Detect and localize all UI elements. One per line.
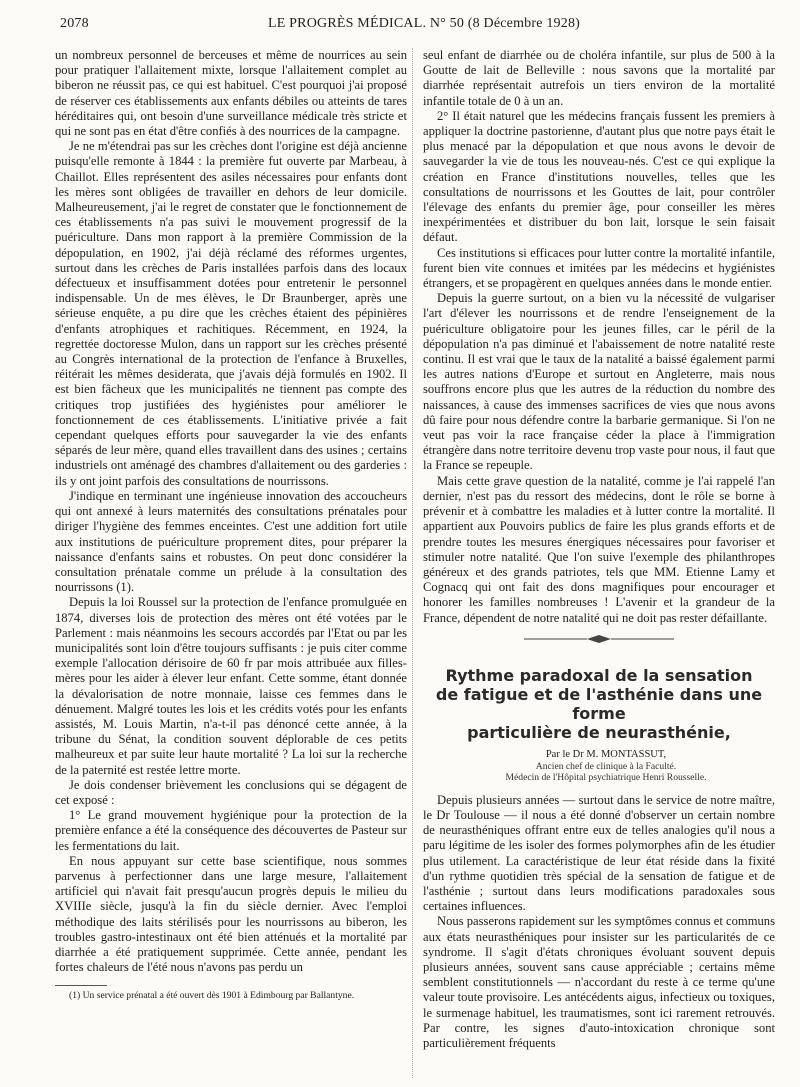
paragraph: Je ne m'étendrai pas sur les crèches dont l'origine est déjà ancienne puisqu'elle remonte à 1844 : la première fut ouverte par Marbeau, à Chaillot. Elles représentent des asiles nécessaires pour enfants dont les mères sont obligées de travailler en dehors de leur domicile. Malheureusement, j'ai le regret de constater que le fonctionnement de ces établissements n'a pas suivi le mouvement progressif de la puériculture. Dans mon rapport à la première Commission de la dépopulation, en 1902, j'ai déjà réclamé des réformes urgentes, surtout dans les crèches de Paris installées parfois dans des locaux défectueux et insuffisamment dotées pour entretenir le personnel indispensable. Un de mes élèves, le Dr Braunberger, après une sérieuse enquête, a pu dire que les crèches étaient des pépinières d'enfants atrophiques et rachitiques. Récemment, en 1924, la regrettée doctoresse Mulon, dans un rapport sur les crèches présenté au Congrès international de la protection de l'enfance à Bruxelles, réitérait les mêmes desiderata, que j'avais déjà formulés en 1902. Il est bien fâcheux que les municipalités ne tiennent pas compte des critiques trop justifiées des hygiénistes pour améliorer le fonctionnement de ces établissements. L'initiative privée a fait cependant quelques efforts pour sauvegarder la vie des enfants séparés de leur mère, quand elles travaillent dans des usines ; certains industriels ont aménagé des chambres d'allaitement ou des garderies : ils y ont joint parfois des consultations de nourrissons.	[55, 139, 407, 488]
article-title: Rythme paradoxal de la sensation de fatigue et de l'asthénie dans une forme particulière de neurasthénie,	[435, 665, 763, 742]
paragraph: Depuis la guerre surtout, on a bien vu la nécessité de vulgariser l'art d'élever les nourrissons et de rendre l'enseignement de la puériculture obligatoire pour les jeunes filles, car le péril de la dépopulation n'a pas diminué et l'abaissement de notre natalité reste continu. Il est vrai que le taux de la natalité a baissé également parmi les autres nations d'Europe et surtout en Angleterre, mais nous souffrons encore plus que les autres de la réduction du nombre des naissances, à cause des immenses sacrifices de vies que nous avons dû faire pour nous défendre contre la barbarie germanique. Si l'on ne veut pas voir la race française céder la place à l'immigration étrangère dans notre territoire devenu trop vaste pour nous, il faut que la France se repeuple.	[423, 291, 775, 473]
paragraph: un nombreux personnel de berceuses et même de nourrices au sein pour pratiquer l'allaitement mixte, lorsque l'allaitement complet au biberon ne réussit pas, ce qui est habituel. C'est pourquoi j'ai proposé de réserver ces établissements aux enfants débiles ou atteints de tares héréditaires qui, ont besoin d'une surveillance médicale très stricte et qui ne sont pas en état d'être confiés à des nourrices de la campagne.	[55, 48, 407, 139]
footnote: (1) Un service prénatal a été ouvert dès 1901 à Edimbourg par Ballantyne.	[69, 990, 355, 1002]
paragraph: Depuis la loi Roussel sur la protection de l'enfance promulguée en 1874, diverses lois de protection des mères ont été votées par le Parlement : mais néanmoins les secours accordés par l'Etat ou par les municipalités sont loin d'être toujours suffisants : je puis citer comme exemple l'allocation dérisoire de 60 fr par mois attribuée aux filles-mères pour les aider à élever leur enfant. Cette somme, étant donnée la dévalorisation de notre monnaie, laisse ces femmes dans le dénuement. Malgré toutes les lois et les crédits votés pour les enfants assistés, M. Louis Martin, n'a-t-il pas dénoncé cette année, à la tribune du Sénat, la condition souvent déplorable de ces petits malheureux et par suite leur haute mortalité ? La loi sur la recherche de la paternité est restée lettre morte.	[55, 595, 407, 777]
paragraph: seul enfant de diarrhée ou de choléra infantile, sur plus de 500 à la Goutte de lait de Belleville : nous savons que la mortalité par diarrhée représentait autrefois un tiers environ de la mortalité infantile totale de 0 à un an.	[423, 48, 775, 108]
author-affiliation: Ancien chef de clinique à la Faculté.	[535, 760, 677, 772]
paragraph: Nous passerons rapidement sur les symptômes connus et communs aux états neurasthéniques pour insister sur les particularités de ce syndrome. Il s'agit d'états chroniques évoluant souvent depuis plusieurs années, souvent sans cause appréciable ; certains même semblent constitutionnels — n'accordant du reste à ce terme qu'une valeur toute provisoire. Les antécédents aigus, infectieux ou toxiques, le surmenage habituel, les traumatismes, sont ici rarement retrouvés. Par contre, les signes d'auto-intoxication chronique sont particulièrement fréquents	[423, 914, 775, 1050]
journal-title: LE PROGRÈS MÉDICAL. N° 50 (8 Décembre 1928)	[267, 16, 581, 31]
paragraph: Mais cette grave question de la natalité, comme je l'ai rappelé l'an dernier, n'est pas du ressort des médecins, dont le rôle se borne à prévenir et à combattre les maladies et à lutter contre la mortalité. Il appartient aux Pouvoirs publics de faire les plus grands efforts et de prendre toutes les mesures énergiques nécessaires pour favoriser et stimuler notre natalité. Que l'on suive l'exemple des philanthropes généreux et des grands patriotes, tels que MM. Etienne Lamy et Cognacq qui ont fait des dons magnifiques pour encourager et honorer les familles nombreuses ! L'avenir et la grandeur de la France, dépendent de notre natalité qui ne doit pas rester défaillante.	[423, 473, 775, 625]
page-header	[60, 14, 788, 36]
paragraph: Depuis plusieurs années — surtout dans le service de notre maître, le Dr Toulouse — il nous a été donné d'observer un certain nombre de neurasthéniques offrant entre eux de telles analogies qu'il nous a paru légitime de les isoler des formes polymorphes afin de les étudier plus utilement. La caractéristique de leur état réside dans la fixité d'un rythme quotidien très spécial de la sensation de fatigue et de l'asthénie ; surtout dans leurs modifications paradoxales sous certaines influences.	[423, 792, 775, 914]
left-column	[55, 48, 407, 1080]
footnote-separator	[55, 985, 107, 986]
author-affiliation: Médecin de l'Hôpital psychiatrique Henri Rousselle.	[505, 771, 707, 783]
column-divider	[412, 48, 413, 1078]
paragraph: Je dois condenser brièvement les conclusions qui se dégagent de cet exposé :	[55, 777, 407, 807]
paragraph: 2° Il était naturel que les médecins français fussent les premiers à appliquer la doctrine pastorienne, d'autant plus que notre pays était le plus menacé par la dépopulation et que nous avons le devoir de sauvegarder la vie de tous les nouveau-nés. C'est ce qui explique la création en France d'institutions nouvelles, telles que les consultations de nourrissons et les Gouttes de lait, pour contrôler l'élevage des enfants du premier âge, pour conseiller les mères inexpérimentées et distribuer du bon lait, lorsque le sein faisait défaut.	[423, 108, 775, 245]
paragraph: Ces institutions si efficaces pour lutter contre la mortalité infantile, furent bien vite connues et imitées par les médecins et hygiénistes étrangers, et se propagèrent en quelques années dans le monde entier.	[423, 245, 775, 291]
paragraph: En nous appuyant sur cette base scientifique, nous sommes parvenus à perfectionner dans une large mesure, l'allaitement artificiel qui n'avait fait presqu'aucun progrès depuis le milieu du XVIIIe siècle, jusqu'à la fin du siècle dernier. Avec l'emploi méthodique des laits stérilisés pour les nourrissons au biberon, les troubles gastro-intestinaux ont été bien atténués et la mortalité par diarrhée a été pratiquement supprimée. Cette année, pendant les fortes chaleurs de l'été nous n'avons pas perdu un	[55, 853, 407, 975]
paragraph: J'indique en terminant une ingénieuse innovation des accoucheurs qui ont annexé à leurs maternités des consultations prénatales pour diriger l'hygiène des femmes enceintes. C'est une addition fort utile aux institutions de puériculture proprement dites, pour préparer la naissance d'enfants sains et robustes. On peut donc considérer la consultation prénatale comme un prélude à la consultation des nourrissons (1).	[55, 488, 407, 595]
section-ornament	[524, 634, 674, 644]
article-byline: Par le Dr M. MONTASSUT,	[545, 748, 667, 760]
page-number: 2078	[60, 16, 89, 31]
right-column	[423, 48, 775, 1080]
paragraph: 1° Le grand mouvement hygiénique pour la protection de la première enfance a été la conséquence des découvertes de Pasteur sur les fermentations du lait.	[55, 808, 407, 853]
